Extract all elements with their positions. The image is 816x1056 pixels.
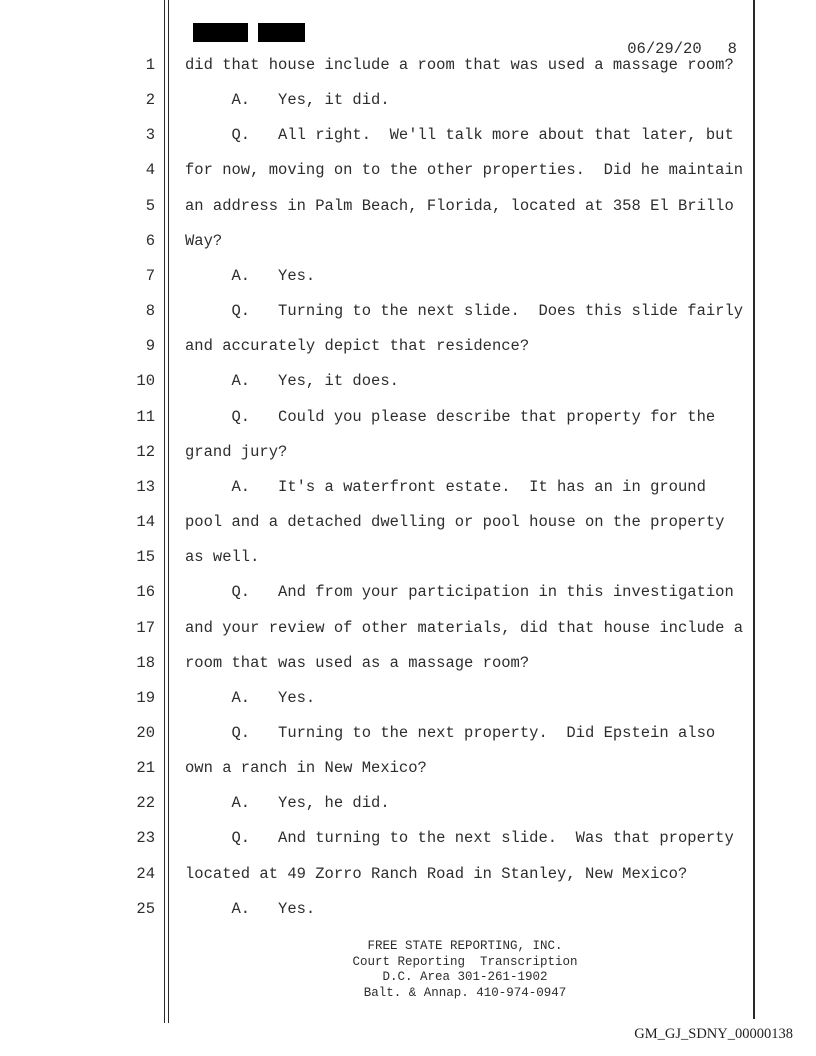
- transcript-line: [0, 259, 816, 294]
- transcript-line: [0, 611, 816, 646]
- line-text: Q. And from your participation in this investigation: [185, 583, 734, 602]
- line-number: 4: [145, 161, 155, 180]
- transcript-line: [0, 153, 816, 188]
- line-number: 16: [136, 583, 155, 602]
- line-text: Way?: [185, 231, 223, 250]
- line-text: and your review of other materials, did that house include a: [185, 618, 744, 637]
- line-number: 2: [145, 91, 155, 110]
- transcript-line: [0, 83, 816, 118]
- line-number: 19: [136, 688, 155, 707]
- transcript-line: [0, 751, 816, 786]
- header-date: 06/29/20: [627, 40, 702, 58]
- transcript-line: [0, 435, 816, 470]
- line-text: Q. All right. We'll talk more about that later, but: [185, 126, 734, 145]
- line-text: A. Yes.: [185, 266, 316, 285]
- line-text: as well.: [185, 548, 260, 567]
- line-text: Q. Turning to the next slide. Does this slide fairly: [185, 302, 744, 321]
- line-text: did that house include a room that was used a massage room?: [185, 56, 734, 74]
- line-number: 8: [145, 302, 155, 321]
- transcript-line: [0, 470, 816, 505]
- redaction-box: [258, 23, 305, 42]
- line-number: 18: [136, 653, 155, 672]
- transcript-line: [0, 821, 816, 856]
- line-number: 5: [145, 196, 155, 215]
- line-number: 6: [145, 231, 155, 250]
- line-text: grand jury?: [185, 442, 288, 461]
- line-number: 20: [136, 723, 155, 742]
- redaction-box: [193, 23, 248, 42]
- footer-reporting-info: [185, 939, 745, 1001]
- line-number: 22: [136, 794, 155, 813]
- line-text: A. Yes, it does.: [185, 372, 399, 391]
- line-text: Q. Could you please describe that property for the: [185, 407, 716, 426]
- header-page-number: 8: [727, 40, 737, 58]
- transcript-line: [0, 294, 816, 329]
- transcript-line: [0, 646, 816, 681]
- line-number: 17: [136, 618, 155, 637]
- line-text: and accurately depict that residence?: [185, 337, 530, 356]
- line-text: A. Yes.: [185, 688, 316, 707]
- line-number: 3: [145, 126, 155, 145]
- line-number: 21: [136, 759, 155, 778]
- line-text: A. Yes.: [185, 899, 316, 918]
- line-text: for now, moving on to the other properties. Did he maintain: [185, 161, 744, 180]
- transcript-line: [0, 505, 816, 540]
- line-number: 24: [136, 864, 155, 883]
- line-number: 25: [136, 899, 155, 918]
- line-number: 23: [136, 829, 155, 848]
- transcript-line: [0, 786, 816, 821]
- line-number: 12: [136, 442, 155, 461]
- line-text: room that was used as a massage room?: [185, 653, 530, 672]
- line-number: 1: [145, 56, 155, 74]
- line-text: located at 49 Zorro Ranch Road in Stanley, New Mexico?: [185, 864, 688, 883]
- line-text: A. It's a waterfront estate. It has an in ground: [185, 477, 706, 496]
- line-number: 7: [145, 266, 155, 285]
- transcript-line: [0, 329, 816, 364]
- transcript-line: [0, 540, 816, 575]
- transcript-line: [0, 857, 816, 892]
- line-number: 15: [136, 548, 155, 567]
- line-number: 10: [136, 372, 155, 391]
- bates-number: GM_GJ_SDNY_00000138: [634, 1026, 793, 1042]
- transcript-line: [0, 364, 816, 399]
- footer-line: FREE STATE REPORTING, INC.: [367, 939, 563, 953]
- transcript-line: [0, 224, 816, 259]
- line-number: 11: [136, 407, 155, 426]
- line-text: A. Yes, it did.: [185, 91, 390, 110]
- line-text: an address in Palm Beach, Florida, located at 358 El Brillo: [185, 196, 734, 215]
- line-text: A. Yes, he did.: [185, 794, 390, 813]
- transcript-line: [0, 48, 816, 83]
- transcript-line: [0, 575, 816, 610]
- line-text: Q. Turning to the next property. Did Epstein also: [185, 723, 716, 742]
- transcript-line: [0, 118, 816, 153]
- transcript-line: [0, 400, 816, 435]
- line-number: 13: [136, 477, 155, 496]
- line-number: 14: [136, 513, 155, 532]
- footer-line: Balt. & Annap. 410-974-0947: [363, 985, 567, 1000]
- transcript-line: [0, 681, 816, 716]
- line-text: pool and a detached dwelling or pool house on the property: [185, 513, 725, 532]
- footer-line: Court Reporting Transcription: [352, 954, 578, 969]
- transcript-line: [0, 892, 816, 927]
- transcript-line: [0, 716, 816, 751]
- transcript-line: [0, 189, 816, 224]
- line-number: 9: [145, 337, 155, 356]
- footer-line: D.C. Area 301-261-1902: [382, 970, 548, 985]
- line-text: own a ranch in New Mexico?: [185, 759, 427, 778]
- line-text: Q. And turning to the next slide. Was that property: [185, 829, 734, 848]
- transcript-lines: [0, 48, 816, 927]
